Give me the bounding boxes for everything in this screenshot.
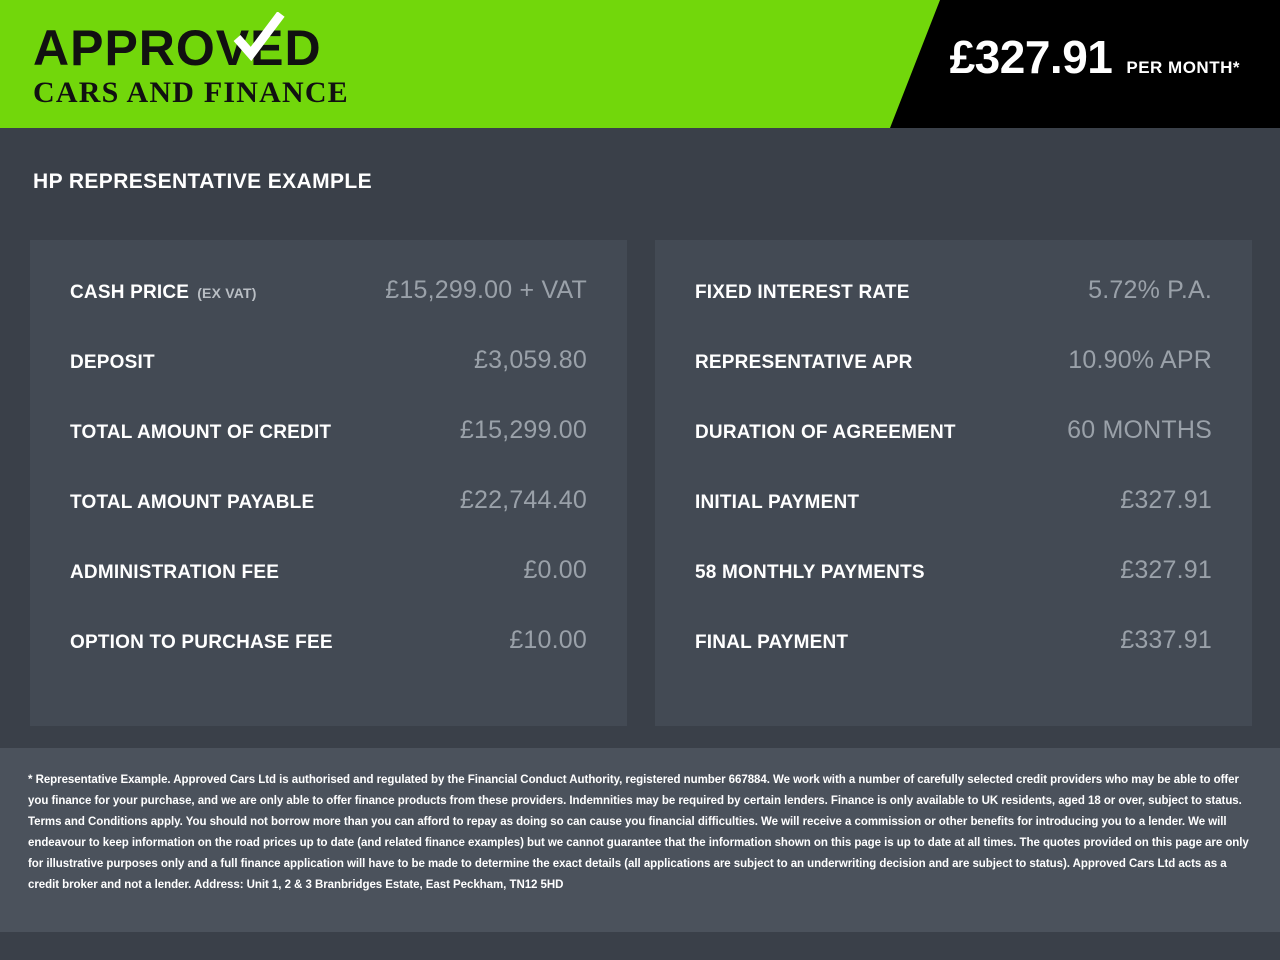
row-label-text: DURATION OF AGREEMENT — [695, 422, 956, 443]
logo-primary-label: APPROVED — [33, 20, 322, 76]
row-label-text: INITIAL PAYMENT — [695, 492, 860, 513]
left-details-panel — [30, 240, 627, 726]
footer-strip — [0, 932, 1280, 960]
row-value-text: £337.91 — [1120, 626, 1212, 654]
row-value-text: £327.91 — [1120, 556, 1212, 584]
row-value-text: £15,299.00 + VAT — [385, 276, 587, 304]
row-value-text: £15,299.00 — [459, 416, 587, 444]
row-value-text: £3,059.80 — [473, 346, 587, 374]
row-label-text: FINAL PAYMENT — [695, 632, 849, 653]
row-label-text: OPTION TO PURCHASE FEE — [70, 632, 333, 653]
table-row — [683, 346, 1224, 416]
logo-primary-text — [33, 22, 433, 74]
table-row — [58, 486, 599, 556]
monthly-price-block — [949, 31, 1240, 83]
finance-details-panels — [30, 240, 1252, 726]
row-sublabel-text: (EX VAT) — [197, 285, 257, 301]
row-value-text: 10.90% APR — [1068, 346, 1212, 374]
page-title: HP REPRESENTATIVE EXAMPLE — [33, 170, 373, 193]
table-row — [683, 626, 1224, 696]
row-label-text: TOTAL AMOUNT OF CREDIT — [70, 422, 332, 443]
table-row — [683, 556, 1224, 626]
row-label-text: FIXED INTEREST RATE — [695, 282, 910, 303]
row-label-text: DEPOSIT — [70, 352, 155, 373]
disclaimer-text: * Representative Example. Approved Cars Ltd is authorised and regulated by the Financial Conduct Authority, registered number 667884. We work with a number of carefully selected credit providers who may be able to offer you finance for your purchase, and we are only able to offer finance products from these providers. Indemnities may be required by certain lenders. Finance is only available to UK residents, aged 18 or over, subject to status. Terms and Conditions apply. You should not borrow more than you can afford to repay as doing so can cause you financial difficulties. We will receive a commission or other benefits for introducing you to a lender. We will endeavour to keep information on the road prices up to date (and related finance examples) but we cannot guarantee that the information shown on this page is up to date at all times. The quotes provided on this page are only for illustrative purposes only and a full finance application will have to be made to determine the exact details (all applications are subject to an underwriting decision and are subject to status). Approved Cars Ltd acts as a credit broker and not a lender. Address: Unit 1, 2 & 3 Branbridges Estate, East Peckham, TN12 5HD — [28, 774, 1249, 891]
table-row — [683, 416, 1224, 486]
monthly-price-amount: £327.91 — [949, 31, 1113, 83]
row-label-text: ADMINISTRATION FEE — [70, 562, 280, 583]
row-label-text: TOTAL AMOUNT PAYABLE — [70, 492, 315, 513]
page-header — [0, 0, 1280, 128]
row-value-text: 60 MONTHS — [1067, 416, 1212, 444]
row-label-text: 58 MONTHLY PAYMENTS — [695, 562, 925, 583]
row-value-text: £10.00 — [509, 626, 587, 654]
table-row — [58, 626, 599, 696]
disclaimer-section — [0, 748, 1280, 932]
right-details-panel — [655, 240, 1252, 726]
row-value-text: 5.72% P.A. — [1088, 276, 1212, 304]
table-row — [58, 276, 599, 346]
row-value-text: £22,744.40 — [459, 486, 587, 514]
logo-secondary-label: CARS AND FINANCE — [33, 76, 349, 109]
row-value-text: £327.91 — [1120, 486, 1212, 514]
monthly-price-suffix: PER MONTH* — [1126, 58, 1240, 77]
row-label-text: CASH PRICE — [70, 282, 190, 303]
table-row — [58, 346, 599, 416]
table-row — [683, 276, 1224, 346]
table-row — [58, 416, 599, 486]
row-value-text: £0.00 — [523, 556, 587, 584]
table-row — [683, 486, 1224, 556]
table-row — [58, 556, 599, 626]
company-logo — [33, 22, 433, 110]
row-label-text: REPRESENTATIVE APR — [695, 352, 913, 373]
